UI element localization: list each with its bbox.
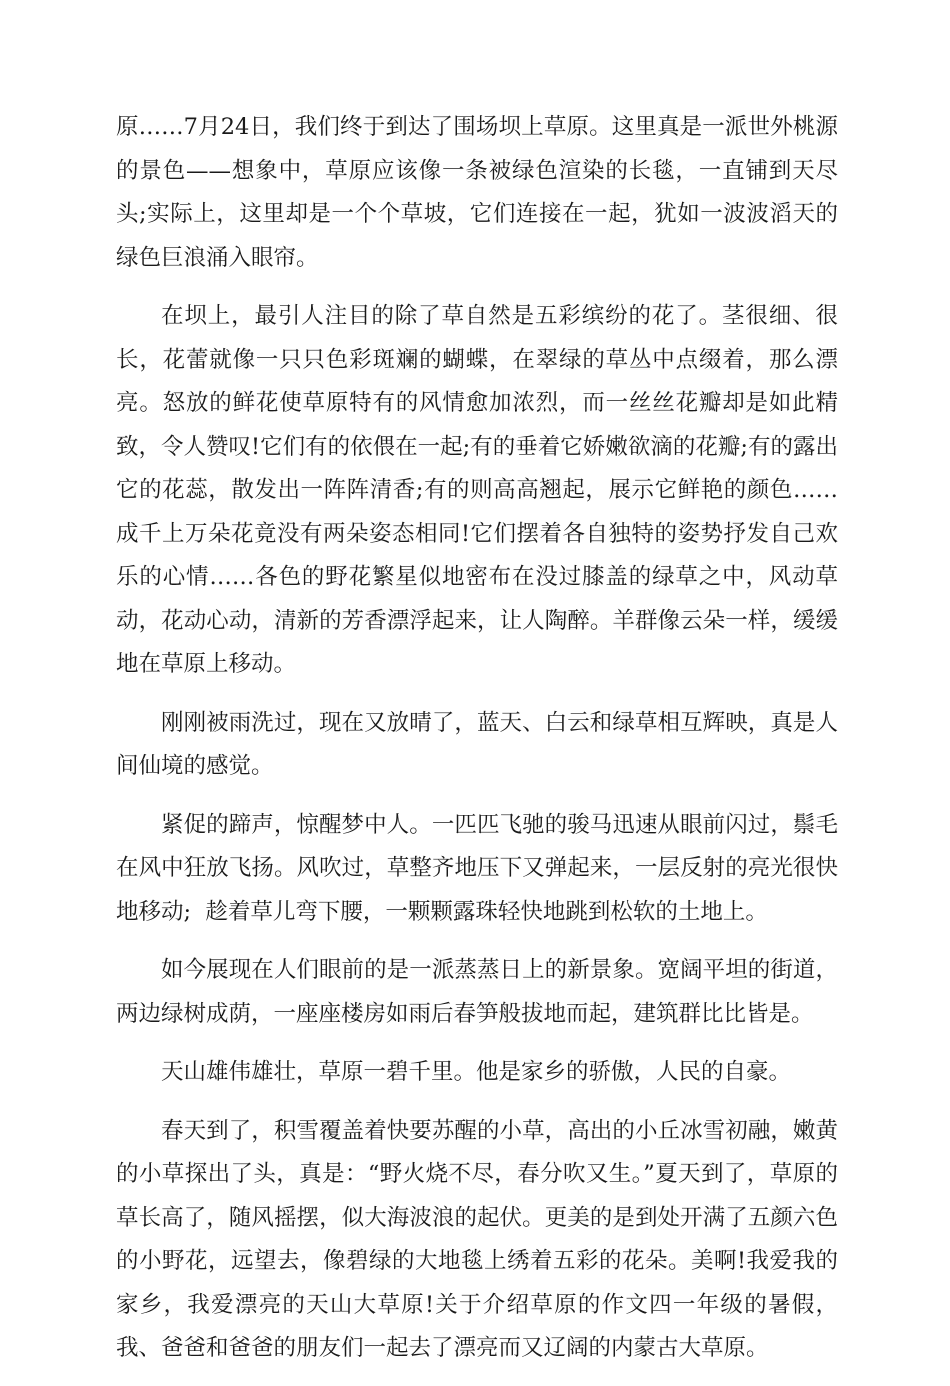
paragraph-1: 原……7月24日，我们终于到达了围场坝上草原。这里真是一派世外桃源的景色——想象中，草原应该像一条被绿色渲染的长毯，一直铺到天尽头;实际上，这里却是一个个草坡，它们连接在一起，犹如一波波滔天的绿色巨浪涌入眼帘。 — [116, 114, 838, 271]
paragraph-3: 刚刚被雨洗过，现在又放晴了，蓝天、白云和绿草相互辉映，真是人间仙境的感觉。 — [116, 709, 838, 779]
paragraph-5: 如今展现在人们眼前的是一派蒸蒸日上的新景象。宽阔平坦的街道，两边绿树成荫，一座座楼房如雨后春笋般拔地而起，建筑群比比皆是。 — [116, 957, 838, 1027]
paragraph-4: 紧促的蹄声，惊醒梦中人。一匹匹飞驰的骏马迅速从眼前闪过，鬃毛在风中狂放飞扬。风吹过，草整齐地压下又弹起来，一层反射的亮光很快地移动; 趁着草儿弯下腰，一颗颗露珠轻快地跳到松软的土地上。 — [116, 811, 838, 925]
paragraph-6: 天山雄伟雄壮，草原一碧千里。他是家乡的骄傲，人民的自豪。 — [161, 1059, 792, 1085]
paragraph-2: 在坝上，最引人注目的除了草自然是五彩缤纷的花了。茎很细、很长，花蕾就像一只只色彩斑斓的蝴蝶，在翠绿的草丛中点缀着，那么漂亮。怒放的鲜花使草原特有的风情愈加浓烈，而一丝丝花瓣却是如此精致，令人赞叹!它们有的依偎在一起;有的垂着它娇嫩欲滴的花瓣;有的露出它的花蕊，散发出一阵阵清香;有的则高高翘起，展示它鲜艳的颜色……成千上万朵花竟没有两朵姿态相同!它们摆着各自独特的姿势抒发自己欢乐的心情……各色的野花繁星似地密布在没过膝盖的绿草之中，风动草动，花动心动，清新的芳香漂浮起来，让人陶醉。羊群像云朵一样，缓缓地在草原上移动。 — [116, 303, 838, 677]
paragraph-7: 春天到了，积雪覆盖着快要苏醒的小草，高出的小丘冰雪初融，嫩黄的小草探出了头，真是：“野火烧不尽，春分吹又生。”夏天到了，草原的草长高了，随风摇摆，似大海波浪的起伏。更美的是到处开满了五颜六色的小野花，远望去，像碧绿的大地毯上绣着五彩的花朵。美啊!我爱我的家乡，我爱漂亮的天山大草原!关于介绍草原的作文四一年级的暑假，我、爸爸和爸爸的朋友们一起去了漂亮而又辽阔的内蒙古大草原。 — [116, 1117, 838, 1361]
document-body — [116, 106, 838, 1386]
